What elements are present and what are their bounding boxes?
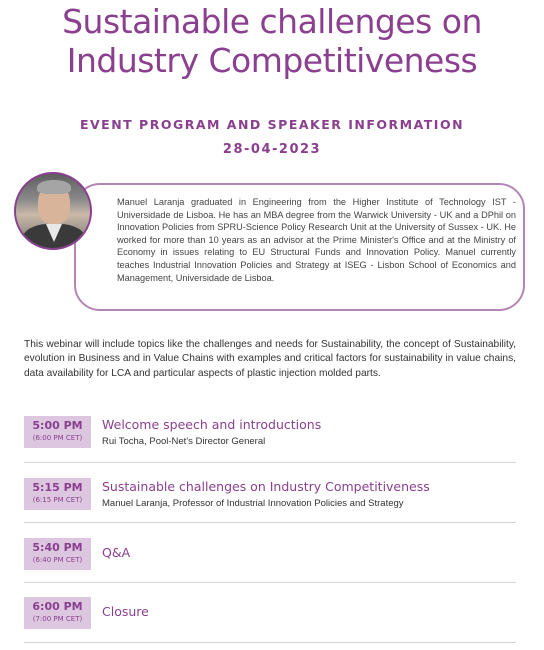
session-time-cet: (6:00 PM CET) (32, 434, 83, 442)
session-time-cet: (6:15 PM CET) (32, 496, 83, 504)
event-title-line-1: Sustainable challenges on (62, 2, 482, 41)
session-divider (24, 522, 516, 523)
avatar-hair (37, 180, 71, 194)
time-badge (24, 478, 91, 510)
event-subtitle: EVENT PROGRAM AND SPEAKER INFORMATION (79, 117, 465, 132)
session-divider (24, 462, 516, 463)
session-speaker: Rui Tocha, Pool-Net's Director General (102, 436, 266, 447)
session-title: Closure (102, 604, 149, 619)
session-divider (24, 642, 516, 643)
event-title (0, 2, 544, 80)
event-date: 28-04-2023 (222, 142, 322, 157)
speaker-avatar (14, 172, 92, 250)
session-time-cet: (6:40 PM CET) (32, 556, 83, 564)
time-badge (24, 416, 91, 448)
session-time: 6:00 PM (32, 600, 83, 613)
session-time: 5:00 PM (32, 419, 83, 432)
session-title: Welcome speech and introductions (102, 417, 322, 432)
session-time: 5:15 PM (32, 481, 83, 494)
session-divider (24, 582, 516, 583)
time-badge (24, 597, 91, 629)
time-badge (24, 538, 91, 570)
event-title-line-2: Industry Competitiveness (66, 41, 478, 80)
session-time: 5:40 PM (32, 541, 83, 554)
session-title: Sustainable challenges on Industry Competitiveness (102, 479, 430, 494)
session-title: Q&A (102, 545, 131, 560)
session-speaker: Manuel Laranja, Professor of Industrial Innovation Policies and Strategy (102, 498, 404, 509)
speaker-bio-text: Manuel Laranja graduated in Engineering from the Higher Institute of Technology IST - Universidade de Lisboa. He has an MBA degree from the Warwick University - UK and a DPhil on Innovation Policies from SPRU-Science Policy Research Unit at the University of Sussex - UK. He worked for more than 10 years as an advisor at the Prime Minister's Office and at the Ministry of Economy in issues relating to EU Structural Funds and Innovation Policy. Manuel currently teaches Industrial Innovation Policies and Strategy at ISEG - Lisbon School of Economics and Management, Universidade de Lisboa. (117, 197, 516, 283)
webinar-intro: This webinar will include topics like the challenges and needs for Sustainability, the concept of Sustainability, evolution in Business and in Value Chains with examples and critical factors for sustainability in value chains, data availability for LCA and particular aspects of plastic injection molded parts. (24, 339, 516, 379)
session-time-cet: (7:00 PM CET) (32, 615, 83, 623)
